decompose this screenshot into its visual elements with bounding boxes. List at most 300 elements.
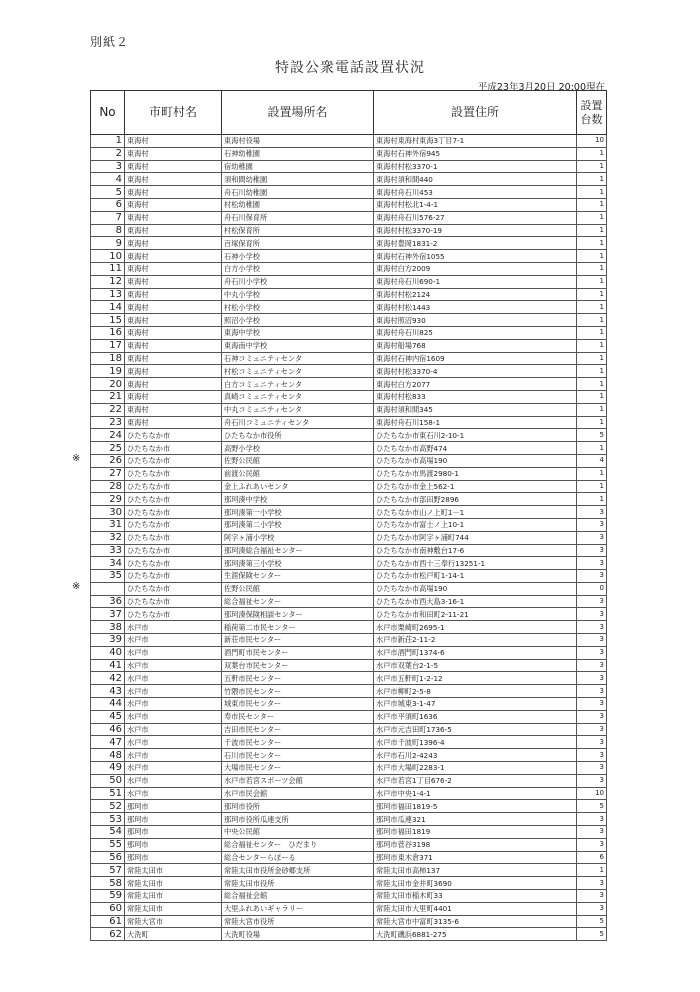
row-address: 東海村村松3370-19: [374, 224, 577, 237]
row-count: 3: [577, 723, 607, 736]
row-no: 9: [91, 237, 125, 250]
table-row: [91, 339, 607, 352]
row-no: [91, 582, 125, 595]
row-address: ひたちなか市西十三奉行13251-1: [374, 557, 577, 570]
table-row: [91, 211, 607, 224]
table-row: [91, 877, 607, 890]
row-place: 新荘市民センター: [222, 634, 374, 647]
row-municipality: ひたちなか市: [125, 429, 222, 442]
row-place: 総合福祉センター: [222, 595, 374, 608]
row-municipality: ひたちなか市: [125, 595, 222, 608]
row-place: 常陸大宮市役所: [222, 915, 374, 928]
table-row: [91, 160, 607, 173]
row-no: 61: [91, 915, 125, 928]
row-municipality: 東海村: [125, 352, 222, 365]
row-address: 東海村照沼930: [374, 314, 577, 327]
table-row: [91, 736, 607, 749]
row-address: 水戸市若宮1丁目676-2: [374, 774, 577, 787]
row-no: 48: [91, 749, 125, 762]
row-no: 41: [91, 659, 125, 672]
row-no: 51: [91, 787, 125, 800]
row-count: 4: [577, 454, 607, 467]
row-place: 阿字ヶ浦小学校: [222, 531, 374, 544]
row-count: 1: [577, 493, 607, 506]
row-count: 3: [577, 531, 607, 544]
row-place: 那珂湊第一小学校: [222, 506, 374, 519]
row-no: 58: [91, 877, 125, 890]
row-count: 1: [577, 403, 607, 416]
table-row: [91, 762, 607, 775]
row-no: 16: [91, 326, 125, 339]
row-address: 水戸市元吉田町1736-5: [374, 723, 577, 736]
row-mark: ※: [72, 453, 81, 465]
row-place: 中央公民館: [222, 826, 374, 839]
table-row: [91, 147, 607, 160]
row-no: 34: [91, 557, 125, 570]
row-count: 1: [577, 416, 607, 429]
row-count: 0: [577, 582, 607, 595]
row-place: 佐野公民館: [222, 454, 374, 467]
row-place: 千波市民センター: [222, 736, 374, 749]
row-count: 3: [577, 877, 607, 890]
row-count: 1: [577, 288, 607, 301]
row-address: ひたちなか市高場190: [374, 454, 577, 467]
row-no: 43: [91, 685, 125, 698]
row-no: 12: [91, 275, 125, 288]
row-count: 3: [577, 570, 607, 583]
row-municipality: ひたちなか市: [125, 544, 222, 557]
row-place: 宿幼稚園: [222, 160, 374, 173]
row-address: 東海村石神内宿1609: [374, 352, 577, 365]
row-count: 1: [577, 326, 607, 339]
row-place: 石神幼稚園: [222, 147, 374, 160]
row-count: 3: [577, 634, 607, 647]
row-municipality: 東海村: [125, 339, 222, 352]
row-place: 総合福祉会館: [222, 890, 374, 903]
row-no: 22: [91, 403, 125, 416]
row-count: 3: [577, 506, 607, 519]
row-count: 3: [577, 608, 607, 621]
row-no: 47: [91, 736, 125, 749]
row-place: 吉田市民センター: [222, 723, 374, 736]
row-address: 那珂市福田1819: [374, 826, 577, 839]
row-no: 13: [91, 288, 125, 301]
row-place: 常陸太田市役所: [222, 877, 374, 890]
row-count: 3: [577, 646, 607, 659]
row-count: 1: [577, 301, 607, 314]
row-count: 3: [577, 736, 607, 749]
as-of-timestamp: 平成23年3月20日 20:00現在: [477, 82, 605, 93]
row-municipality: 東海村: [125, 224, 222, 237]
row-place: 舟石川幼稚園: [222, 186, 374, 199]
row-count: 1: [577, 198, 607, 211]
row-address: 東海村石神外宿945: [374, 147, 577, 160]
row-address: 水戸市柳町2-5-8: [374, 685, 577, 698]
row-municipality: 水戸市: [125, 685, 222, 698]
row-no: 29: [91, 493, 125, 506]
row-no: 24: [91, 429, 125, 442]
row-count: 1: [577, 390, 607, 403]
row-address: 那珂市菅谷3198: [374, 838, 577, 851]
row-municipality: 水戸市: [125, 762, 222, 775]
row-no: 54: [91, 826, 125, 839]
row-no: 46: [91, 723, 125, 736]
row-count: 1: [577, 173, 607, 186]
row-municipality: 水戸市: [125, 723, 222, 736]
row-count: 1: [577, 147, 607, 160]
row-place: 金上ふれあいセンタ: [222, 480, 374, 493]
table-row: [91, 301, 607, 314]
row-no: 7: [91, 211, 125, 224]
row-no: 55: [91, 838, 125, 851]
row-place: 那珂湊第二小学校: [222, 518, 374, 531]
row-municipality: 常陸太田市: [125, 902, 222, 915]
row-municipality: ひたちなか市: [125, 531, 222, 544]
row-municipality: 那珂市: [125, 826, 222, 839]
row-address: 東海村須和間440: [374, 173, 577, 186]
table-row: [91, 365, 607, 378]
row-municipality: 水戸市: [125, 736, 222, 749]
row-place: 白方小学校: [222, 262, 374, 275]
row-address: 水戸市城東3-1-47: [374, 698, 577, 711]
row-place: 総合福祉センター ひだまり: [222, 838, 374, 851]
row-no: 31: [91, 518, 125, 531]
row-count: 1: [577, 467, 607, 480]
table-row: [91, 570, 607, 583]
table-row: [91, 698, 607, 711]
row-no: 3: [91, 160, 125, 173]
row-no: 33: [91, 544, 125, 557]
row-address: 那珂市東木倉371: [374, 851, 577, 864]
row-place: 那珂市役所: [222, 800, 374, 813]
row-address: 東海村舟石川576-27: [374, 211, 577, 224]
table-row: [91, 774, 607, 787]
document-label: 別紙２: [90, 35, 130, 49]
row-municipality: 水戸市: [125, 672, 222, 685]
row-no: 32: [91, 531, 125, 544]
row-no: 49: [91, 762, 125, 775]
row-address: 水戸市新荘2-11-2: [374, 634, 577, 647]
row-municipality: 東海村: [125, 147, 222, 160]
row-municipality: 水戸市: [125, 659, 222, 672]
row-place: 村松コミュニティセンタ: [222, 365, 374, 378]
table-row: [91, 275, 607, 288]
row-place: 舟石川コミュニティセンタ: [222, 416, 374, 429]
table-row: [91, 659, 607, 672]
row-municipality: 水戸市: [125, 710, 222, 723]
row-address: 水戸市中央1-4-1: [374, 787, 577, 800]
table-row: [91, 531, 607, 544]
row-place: 生涯保険センター: [222, 570, 374, 583]
table-row: [91, 390, 607, 403]
row-municipality: 那珂市: [125, 800, 222, 813]
row-municipality: 那珂市: [125, 838, 222, 851]
row-place: 須和間幼稚園: [222, 173, 374, 186]
row-place: 石神コミュニティセンタ: [222, 352, 374, 365]
row-place: 村松保育所: [222, 224, 374, 237]
row-municipality: 水戸市: [125, 621, 222, 634]
row-municipality: 水戸市: [125, 646, 222, 659]
row-no: 40: [91, 646, 125, 659]
row-count: 1: [577, 237, 607, 250]
row-count: 5: [577, 800, 607, 813]
row-no: 42: [91, 672, 125, 685]
row-address: 水戸市千波町1396-4: [374, 736, 577, 749]
table-row: [91, 710, 607, 723]
row-no: 15: [91, 314, 125, 327]
table-row: [91, 864, 607, 877]
table-row: [91, 467, 607, 480]
row-address: 東海村白方2077: [374, 378, 577, 391]
row-municipality: 水戸市: [125, 634, 222, 647]
row-place: 大里ふれあいギャラリー: [222, 902, 374, 915]
row-place: 東海中学校: [222, 326, 374, 339]
row-no: 20: [91, 378, 125, 391]
row-count: 3: [577, 518, 607, 531]
row-count: 3: [577, 544, 607, 557]
row-count: 3: [577, 749, 607, 762]
row-municipality: 東海村: [125, 326, 222, 339]
table-row: [91, 326, 607, 339]
row-address: 常陸太田市稲木町33: [374, 890, 577, 903]
row-count: 3: [577, 698, 607, 711]
row-place: 舟石川小学校: [222, 275, 374, 288]
row-address: 東海村舟石川825: [374, 326, 577, 339]
row-place: 白方コミュニティセンタ: [222, 378, 374, 391]
row-address: ひたちなか市松戸町1-14-1: [374, 570, 577, 583]
row-place: 稲荷第二市民センター: [222, 621, 374, 634]
row-no: 60: [91, 902, 125, 915]
row-municipality: 東海村: [125, 135, 222, 148]
row-count: 3: [577, 595, 607, 608]
row-address: 東海村舟石川158-1: [374, 416, 577, 429]
row-address: 東海村白方2009: [374, 262, 577, 275]
row-municipality: ひたちなか市: [125, 454, 222, 467]
row-no: 1: [91, 135, 125, 148]
row-no: 53: [91, 813, 125, 826]
row-place: 常陸太田市役所金砂郷支所: [222, 864, 374, 877]
table-row: [91, 403, 607, 416]
row-place: 五軒市民センター: [222, 672, 374, 685]
row-place: 東海南中学校: [222, 339, 374, 352]
table-row: [91, 557, 607, 570]
row-municipality: 東海村: [125, 314, 222, 327]
table-row: [91, 135, 607, 148]
row-count: 3: [577, 762, 607, 775]
row-municipality: ひたちなか市: [125, 442, 222, 455]
row-count: 3: [577, 659, 607, 672]
row-municipality: 大洗町: [125, 928, 222, 941]
row-count: 3: [577, 557, 607, 570]
table-row: [91, 915, 607, 928]
row-address: 東海村村松833: [374, 390, 577, 403]
row-municipality: 東海村: [125, 262, 222, 275]
row-place: 城東市民センター: [222, 698, 374, 711]
row-address: 水戸市大場町2283-1: [374, 762, 577, 775]
row-no: 5: [91, 186, 125, 199]
row-place: 大場市民センター: [222, 762, 374, 775]
row-municipality: 常陸大宮市: [125, 915, 222, 928]
row-no: 10: [91, 250, 125, 263]
row-count: 1: [577, 224, 607, 237]
row-no: 14: [91, 301, 125, 314]
table-row: [91, 262, 607, 275]
row-address: 東海村舟石川690-1: [374, 275, 577, 288]
row-address: 東海村村松1443: [374, 301, 577, 314]
row-count: 1: [577, 365, 607, 378]
row-place: 前渡公民館: [222, 467, 374, 480]
row-municipality: ひたちなか市: [125, 557, 222, 570]
row-municipality: 東海村: [125, 403, 222, 416]
table-row: [91, 787, 607, 800]
row-address: 水戸市酒門町1374-6: [374, 646, 577, 659]
row-no: 25: [91, 442, 125, 455]
row-address: 東海村村松2124: [374, 288, 577, 301]
row-municipality: 東海村: [125, 365, 222, 378]
row-municipality: ひたちなか市: [125, 518, 222, 531]
table-row: [91, 378, 607, 391]
row-no: 21: [91, 390, 125, 403]
row-count: 1: [577, 480, 607, 493]
table-row: [91, 454, 607, 467]
row-municipality: ひたちなか市: [125, 582, 222, 595]
row-address: 水戸市双葉台2-1-5: [374, 659, 577, 672]
row-address: 東海村村松3370-1: [374, 160, 577, 173]
row-place: 那珂湊中学校: [222, 493, 374, 506]
row-municipality: 東海村: [125, 198, 222, 211]
table-row: [91, 672, 607, 685]
row-address: 常陸太田市金井町3690: [374, 877, 577, 890]
row-place: 東海村役場: [222, 135, 374, 148]
row-municipality: ひたちなか市: [125, 467, 222, 480]
row-address: 常陸大宮市中富町3135-6: [374, 915, 577, 928]
row-municipality: 東海村: [125, 301, 222, 314]
row-address: 東海村村松3370-4: [374, 365, 577, 378]
row-address: ひたちなか市高場190: [374, 582, 577, 595]
row-address: 那珂市瓜連321: [374, 813, 577, 826]
row-count: 1: [577, 211, 607, 224]
row-municipality: 東海村: [125, 211, 222, 224]
table-row: [91, 749, 607, 762]
table-row: [91, 608, 607, 621]
row-place: 照沼小学校: [222, 314, 374, 327]
table-row: [91, 314, 607, 327]
row-count: 3: [577, 621, 607, 634]
row-address: ひたちなか市和田町2-11-21: [374, 608, 577, 621]
row-address: 東海村船場768: [374, 339, 577, 352]
table-row: [91, 493, 607, 506]
row-no: 19: [91, 365, 125, 378]
row-no: 23: [91, 416, 125, 429]
row-no: 45: [91, 710, 125, 723]
row-municipality: 東海村: [125, 390, 222, 403]
row-address: ひたちなか市馬渡2980-1: [374, 467, 577, 480]
row-count: 3: [577, 774, 607, 787]
row-address: ひたちなか市富士ノ上10-1: [374, 518, 577, 531]
row-municipality: 東海村: [125, 173, 222, 186]
row-place: ひたちなか市役所: [222, 429, 374, 442]
row-address: ひたちなか市金上562-1: [374, 480, 577, 493]
row-count: 1: [577, 250, 607, 263]
row-no: 50: [91, 774, 125, 787]
row-municipality: 東海村: [125, 416, 222, 429]
row-count: 3: [577, 826, 607, 839]
table-row: [91, 595, 607, 608]
row-address: 那珂市福田1819-5: [374, 800, 577, 813]
row-municipality: 那珂市: [125, 813, 222, 826]
row-address: ひたちなか市部田野2896: [374, 493, 577, 506]
table-row: [91, 723, 607, 736]
row-municipality: 東海村: [125, 186, 222, 199]
row-address: 常陸太田市高柿137: [374, 864, 577, 877]
row-municipality: 東海村: [125, 250, 222, 263]
row-count: 3: [577, 813, 607, 826]
row-no: 52: [91, 800, 125, 813]
row-count: 5: [577, 429, 607, 442]
header-place: 設置場所名: [222, 91, 374, 135]
row-no: 57: [91, 864, 125, 877]
row-mark: ※: [72, 581, 81, 593]
row-place: 竹隈市民センター: [222, 685, 374, 698]
row-municipality: 東海村: [125, 237, 222, 250]
table-row: [91, 352, 607, 365]
row-no: 37: [91, 608, 125, 621]
row-no: 26: [91, 454, 125, 467]
row-address: 東海村石神外宿1055: [374, 250, 577, 263]
row-municipality: 東海村: [125, 378, 222, 391]
row-no: 27: [91, 467, 125, 480]
row-no: 8: [91, 224, 125, 237]
row-place: 村松幼稚園: [222, 198, 374, 211]
table-row: [91, 621, 607, 634]
row-place: 那珂湊第三小学校: [222, 557, 374, 570]
row-no: 62: [91, 928, 125, 941]
row-municipality: 東海村: [125, 275, 222, 288]
row-count: 1: [577, 262, 607, 275]
row-count: 3: [577, 890, 607, 903]
row-no: 6: [91, 198, 125, 211]
table-row: [91, 813, 607, 826]
row-municipality: 那珂市: [125, 851, 222, 864]
table-row: [91, 685, 607, 698]
row-address: ひたちなか市西大島3-16-1: [374, 595, 577, 608]
row-place: 真崎コミュニティセンタ: [222, 390, 374, 403]
row-municipality: 常陸太田市: [125, 877, 222, 890]
table-header-row: [91, 91, 607, 135]
row-address: 水戸市栗崎町2695-1: [374, 621, 577, 634]
row-address: 東海村東海村東海3丁目7-1: [374, 135, 577, 148]
row-place: 那珂市役所瓜連支所: [222, 813, 374, 826]
row-no: 18: [91, 352, 125, 365]
row-place: 那珂湊総合福祉センター: [222, 544, 374, 557]
table-row: [91, 838, 607, 851]
row-count: 1: [577, 378, 607, 391]
row-municipality: 水戸市: [125, 774, 222, 787]
row-address: 東海村村松北1-4-1: [374, 198, 577, 211]
row-count: 6: [577, 851, 607, 864]
row-count: 5: [577, 928, 607, 941]
row-address: ひたちなか市南神敷台17-6: [374, 544, 577, 557]
row-address: 東海村豊岡1831-2: [374, 237, 577, 250]
table-row: [91, 173, 607, 186]
row-place: 佐野公民館: [222, 582, 374, 595]
row-count: 1: [577, 186, 607, 199]
header-municipality: 市町村名: [125, 91, 222, 135]
row-address: ひたちなか市高野474: [374, 442, 577, 455]
row-no: 39: [91, 634, 125, 647]
row-municipality: ひたちなか市: [125, 608, 222, 621]
row-place: 高野小学校: [222, 442, 374, 455]
